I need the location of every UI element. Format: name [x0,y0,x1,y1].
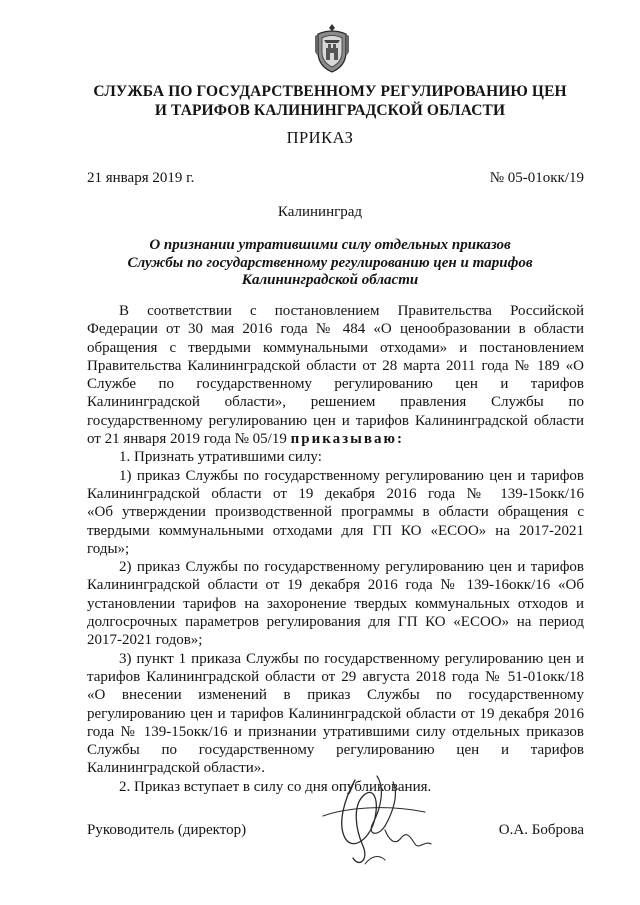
body-line: тарифов Калининградской области от 29 августа 2018 года № 51-01окк/18 [87,668,584,685]
body-line: «О внесении изменений в приказ Службы по государственному [87,687,584,704]
subject-line-1: О признании утратившими силу отдельных приказов [149,237,511,253]
order-reference: от 21 января 2019 года № 05/19 [87,431,287,448]
body-line: 2017-2021 годов»; [87,632,203,649]
body-line: государственному регулированию цен и тарифов Калининградской области [87,412,584,429]
body-line: 2) приказ Службы по государственному регулированию цен и тарифов [119,559,584,576]
body-line: Федерации от 30 мая 2016 года № 484 «О ценообразовании в области [87,321,584,338]
document-body [87,302,584,796]
body-line: года № 139-15окк/16 и признании утратившими силу отдельных приказов [87,723,584,740]
subject-line-3: Калининградской области [241,272,419,288]
document-city: Калининград [277,204,363,220]
body-line: В соответствии с постановлением Правительства Российской [119,303,584,319]
body-line: 1) приказ Службы по государственному регулированию цен и тарифов [119,467,584,484]
handwritten-signature [315,768,435,873]
item-1: 1. Признать утратившими силу: [119,449,322,466]
body-line: «Об утверждении производственной программы в области обращения с [87,504,584,521]
document-number: № 05-01окк/19 [489,170,584,186]
org-line-2: И ТАРИФОВ КАЛИНИНГРАДСКОЙ ОБЛАСТИ [154,102,506,119]
body-line: регулированию цен и тарифов Калининградской области от 19 декабря 2016 [87,705,584,722]
body-line: Калининградской области от 19 декабря 2016 года № 139-15окк/16 [87,485,584,502]
coat-of-arms-icon [312,22,352,74]
body-line: Калининградской области от 19 декабря 2016 года № 139-16окк/16 «Об [87,577,584,594]
body-line: Службе по государственному регулированию цен и тарифов [87,376,584,393]
body-line: Правительства Калининградской области от 28 марта 2011 года № 189 «О [87,357,584,374]
body-line: Службы по государственному регулированию цен и тарифов [87,742,584,759]
order-keyword: приказываю: [290,431,404,448]
org-line-1: СЛУЖБА ПО ГОСУДАРСТВЕННОМУ РЕГУЛИРОВАНИЮ ЦЕН [93,83,567,100]
body-line: твердыми коммунальными отходами для ГП КО «ЕСОО» на 2017-2021 [87,522,584,539]
body-line: долгосрочных параметров регулирования для ГП КО «ЕСОО» на период [87,614,584,631]
signatory-name: О.А. Боброва [498,822,584,838]
body-line: Калининградской области». [87,760,265,777]
body-line: Калининградской области», решением правления Службы по [87,394,584,411]
signatory-position: Руководитель (директор) [87,822,247,838]
body-line: обращения с твердыми коммунальными отходами» и постановлением [87,339,584,356]
document-type: ПРИКАЗ [286,128,354,147]
document-date: 21 января 2019 г. [87,170,195,186]
body-line: 3) пункт 1 приказа Службы по государственному регулированию цен и [119,650,584,667]
body-line: установлении тарифов на захоронение твердых коммунальных отходов и [87,595,584,612]
organization-name [80,82,580,120]
body-line: годы»; [87,540,130,557]
body-line [87,430,584,448]
item-2: 2. Приказ вступает в силу со дня опубликования. [119,778,432,795]
subject-line-2: Службы по государственному регулированию цен и тарифов [127,254,533,271]
document-subject [80,237,580,290]
